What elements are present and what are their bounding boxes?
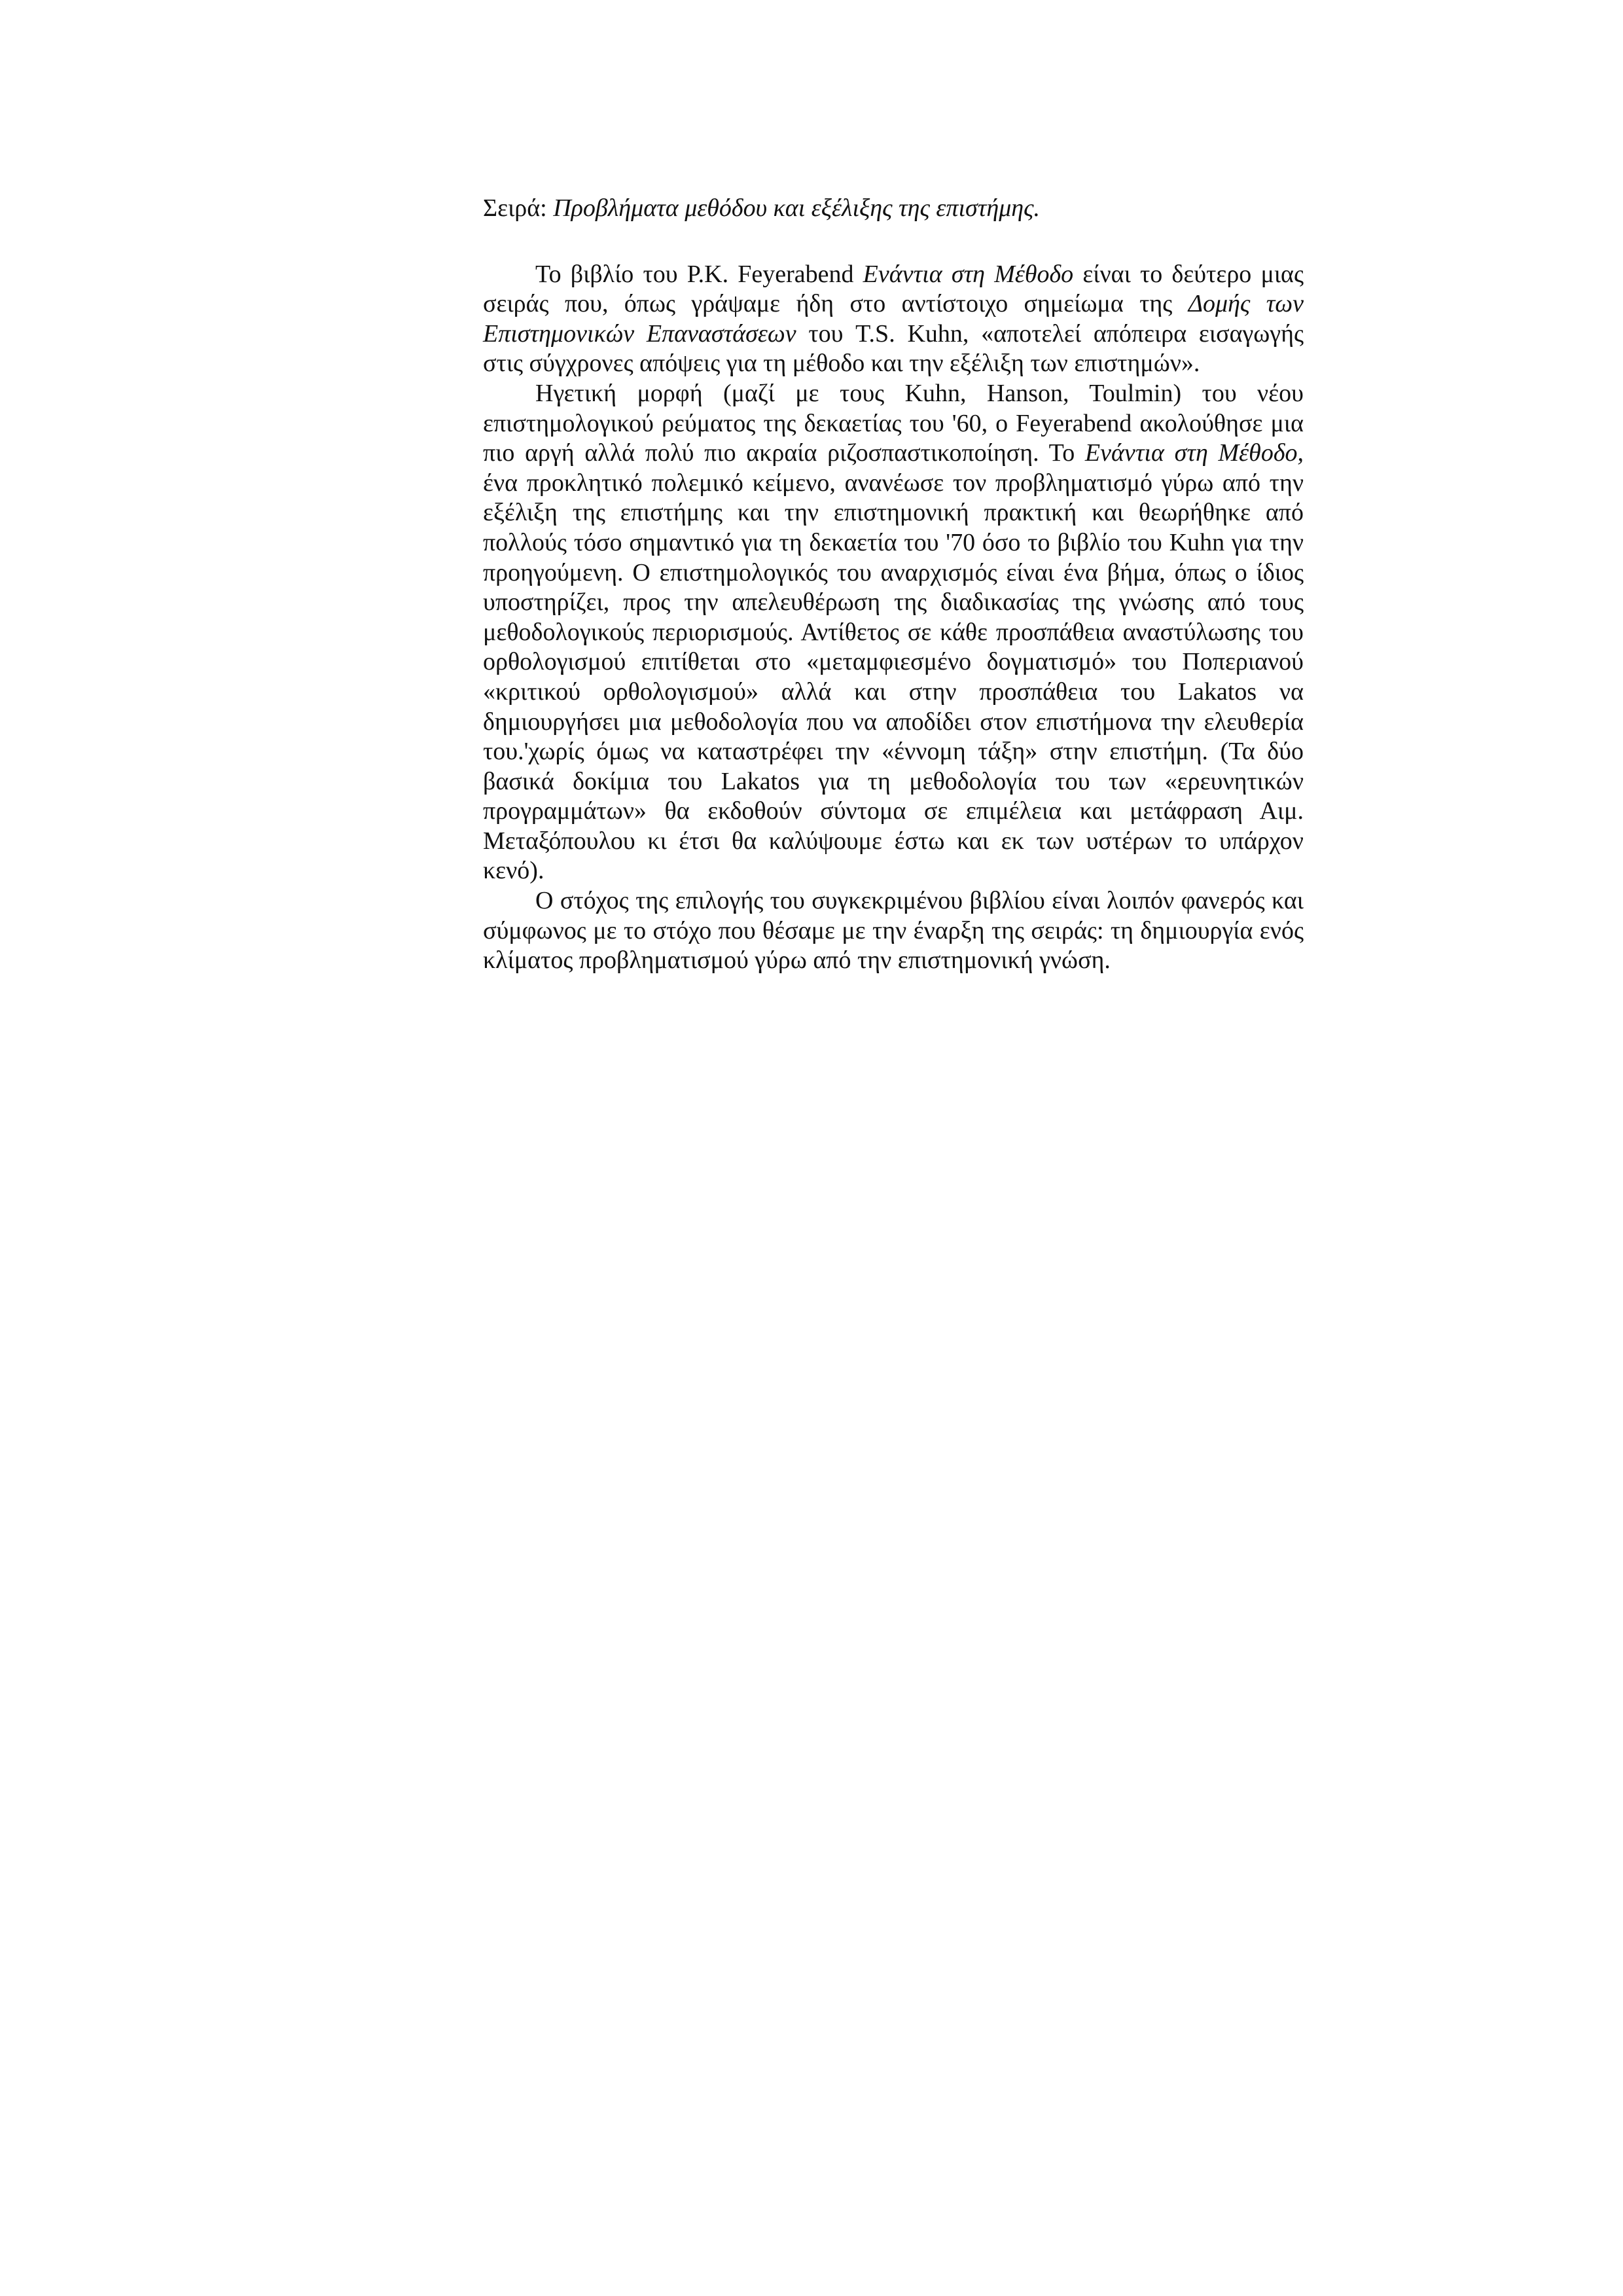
series-label: Σειρά: (483, 194, 547, 222)
book-title-structure-revolutions: Δομής των Επιστημονικών Επαναστάσεων (483, 290, 1304, 348)
series-title: Προβλήματα μεθόδου και εξέλιξης της επιστήμης. (553, 194, 1041, 222)
text-segment: είναι το δεύτερο μιας σειράς που, όπως γράψαμε ήδη στο αντίστοιχο σημείωμα της (483, 260, 1304, 318)
text-segment: του T.S. Kuhn, «αποτελεί απόπειρα εισαγωγής στις σύγχρονες απόψεις για τη μέθοδο και την εξέλιξη των επιστημών». (483, 319, 1304, 378)
text-segment: Το βιβλίο του P.K. Feyerabend (535, 260, 863, 288)
paragraph-1 (483, 260, 1304, 379)
text-segment: Ο στόχος της επιλογής του συγκεκριμένου βιβλίου είναι λοιπόν φανερός και σύμφωνος με το στόχο που θέσαμε με την έναρξη της σειράς: τη δημιουργία ενός κλίματος προβληματισμού γύρω από την επιστημονική γνώση. (483, 887, 1304, 975)
paragraph-3 (483, 886, 1304, 976)
paragraph-2 (483, 379, 1304, 886)
series-line (483, 194, 1304, 224)
text-segment: ένα προκλητικό πολεμικό κείμενο, ανανέωσε τον προβληματισμό γύρω από την εξέλιξη της επιστήμης και την επιστημονική πρακτική και θεωρήθηκε από πολλούς τόσο σημαντικό για τη δεκαετία του '70 όσο το βιβλίο του Kuhn για την προηγούμενη. Ο επιστημολογικός του αναρχισμός είναι ένα βήμα, όπως ο ίδιος υποστηρίζει, προς την απελευθέρωση της διαδικασίας της γνώσης από τους μεθοδολογικούς περιορισμούς. Αντίθετος σε κάθε προσπάθεια αναστύλωσης του ορθολογισμού επιτίθεται στο «μεταμφιεσμένο δογματισμό» του Ποπεριανού «κριτικού ορθολογισμού» αλλά και στην προσπάθεια του Lakatos να δημιουργήσει μια μεθοδολογία που να αποδίδει στον επιστήμονα την ελευθερία του.'χωρίς όμως να καταστρέφει την «έννομη τάξη» στην επιστήμη. (Τα δύο βασικά δοκίμια του Lakatos για τη μεθοδολογία του των «ερευνητικών προγραμμάτων» θα εκδοθούν σύντομα σε επιμέλεια και μετάφραση Αιμ. Μεταξόπουλου κι έτσι θα καλύψουμε έστω και εκ των υστέρων το υπάρχον κενό). (483, 469, 1304, 885)
book-title-against-method: Ενάντια στη Μέθοδο, (1084, 439, 1304, 467)
book-title-against-method: Ενάντια στη Μέθοδο (863, 260, 1074, 288)
text-block (483, 194, 1304, 976)
text-segment: Ηγετική μορφή (μαζί με τους Kuhn, Hanson, Toulmin) του νέου επιστημολογικού ρεύματος της δεκαετίας του '60, ο Feyerabend ακολούθησε μια πιο αργή αλλά πολύ πιο ακραία ριζοσπαστικοποίηση. Το (483, 379, 1304, 467)
